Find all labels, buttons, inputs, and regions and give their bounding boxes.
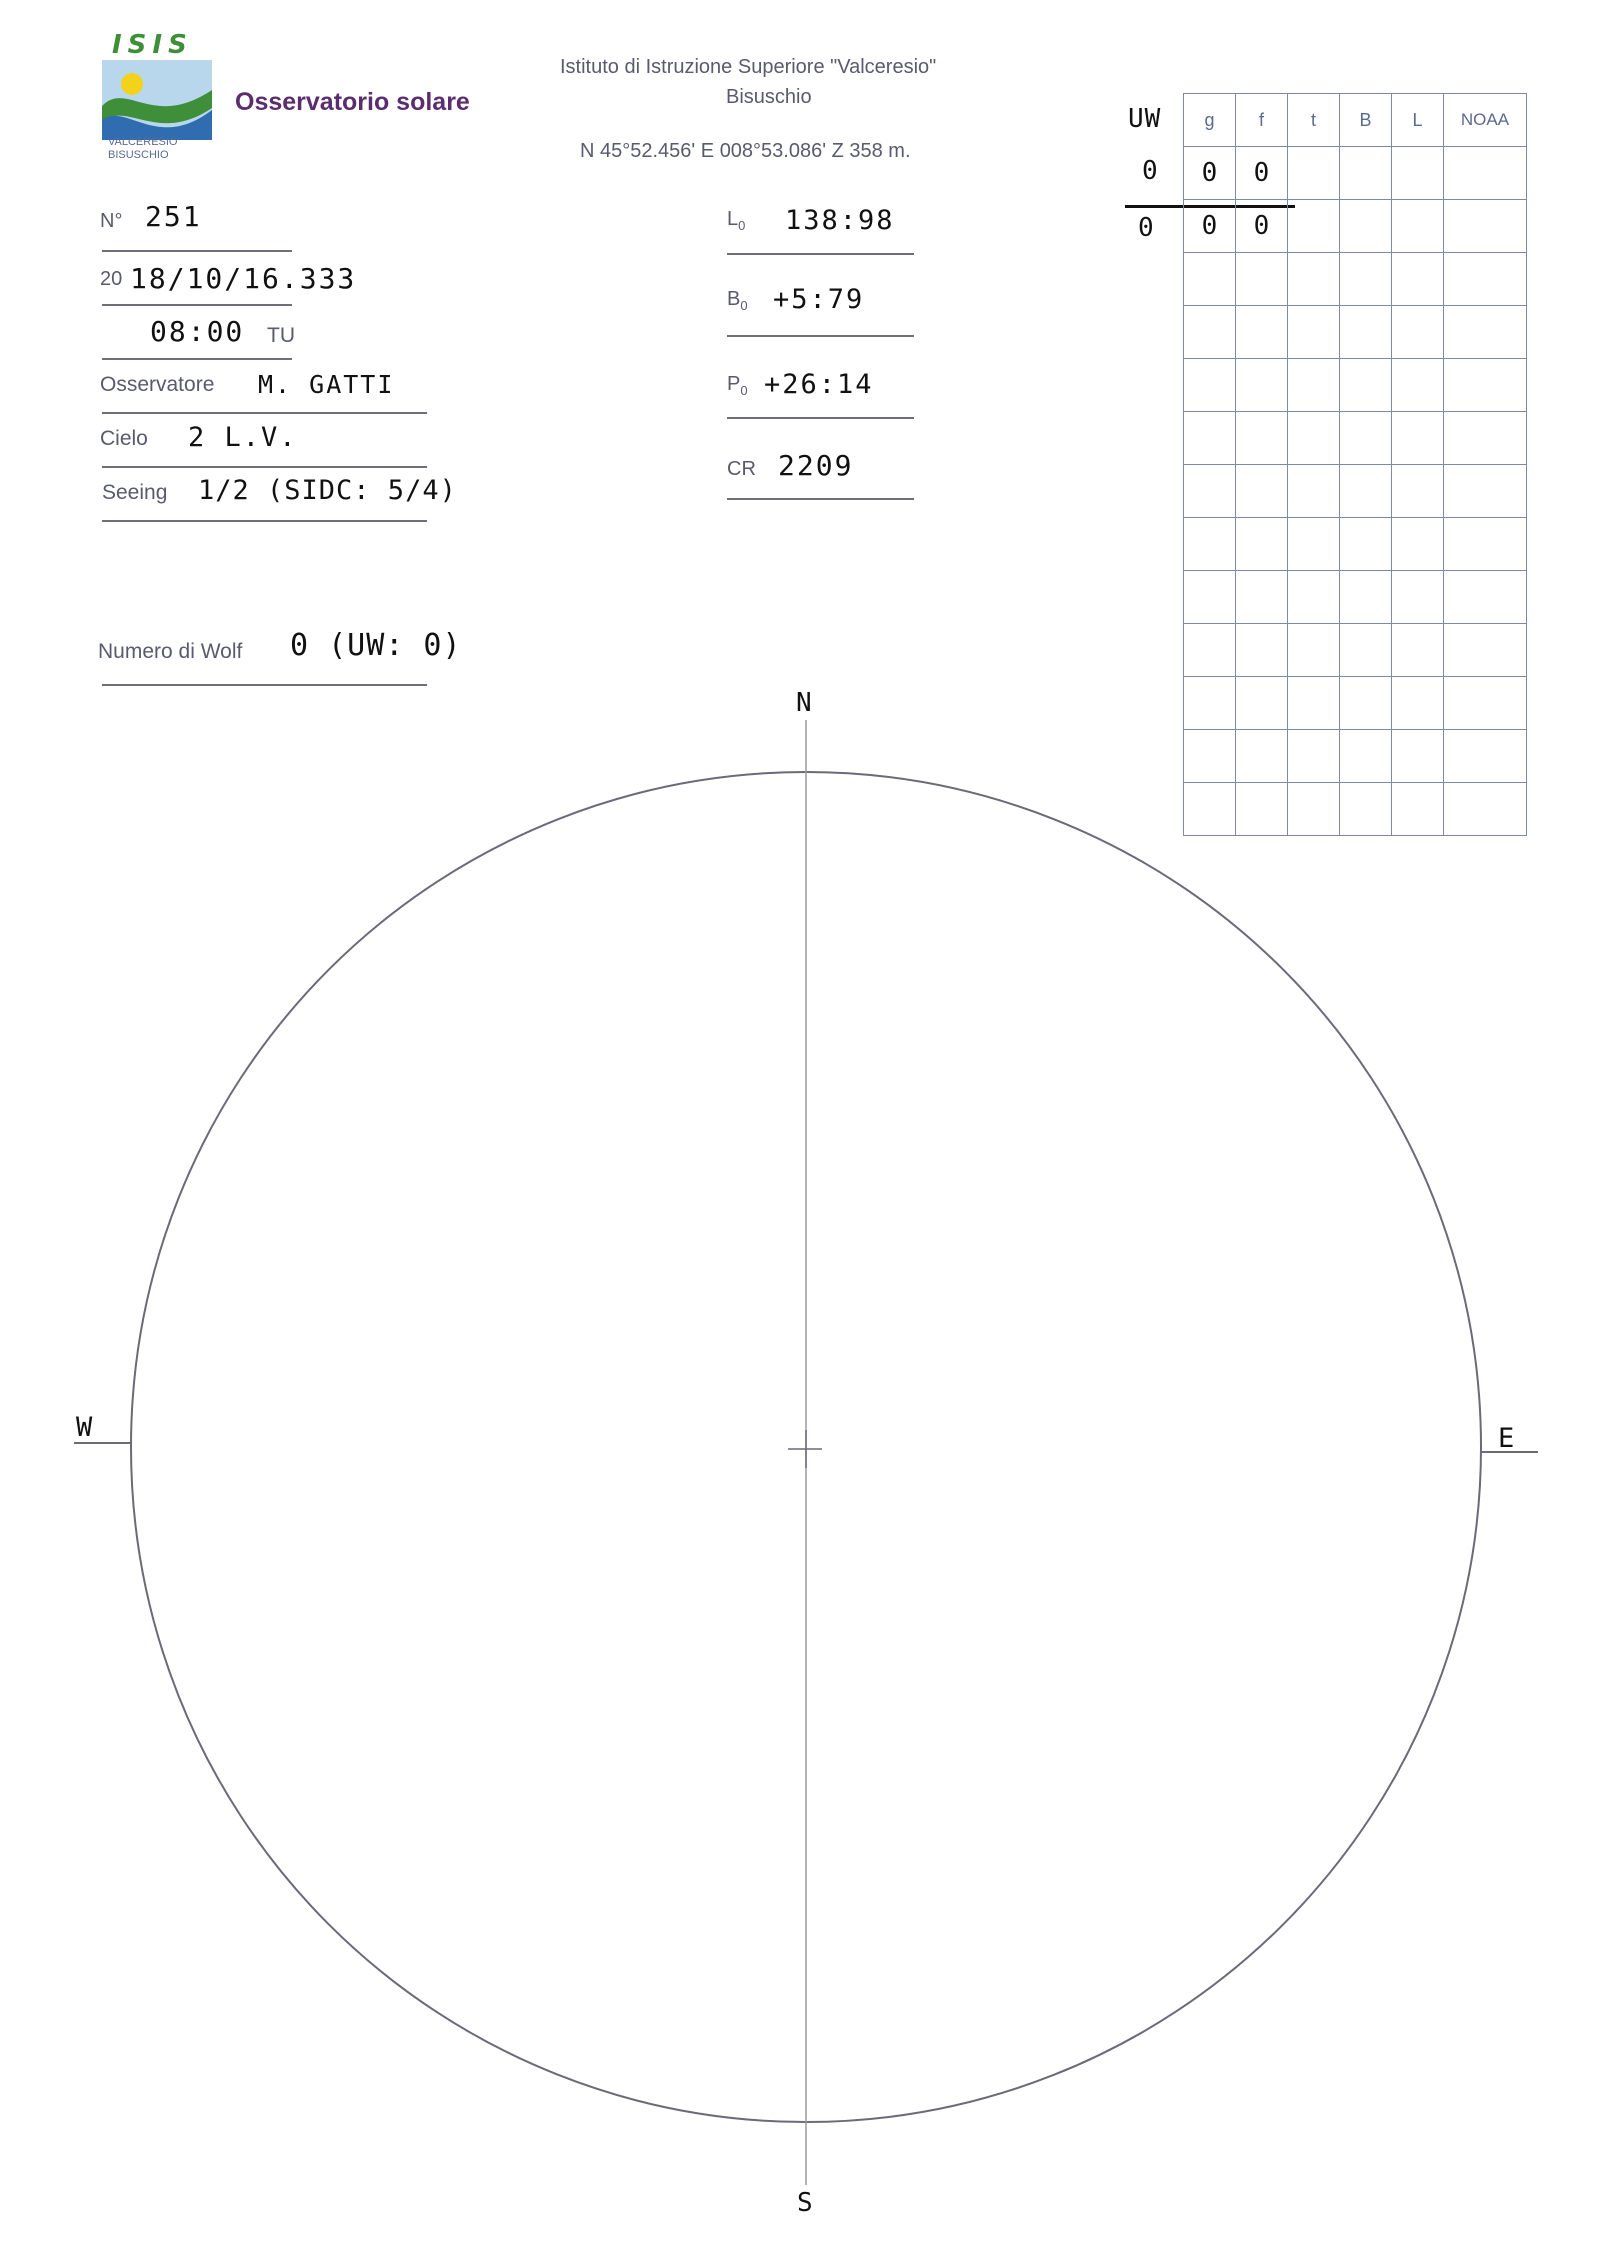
time-unit: TU — [267, 324, 295, 347]
west-label: W — [76, 1412, 95, 1443]
cell-f[interactable]: 0 — [1236, 200, 1288, 253]
cell-f[interactable]: 0 — [1236, 147, 1288, 200]
b0-letter: B — [727, 288, 741, 310]
logo-subtitle-2: BISUSCHIO — [108, 149, 169, 161]
north-label: N — [796, 688, 814, 718]
header-t: t — [1288, 94, 1340, 147]
observer-value: M. GATTI — [258, 370, 395, 399]
uw-row2: 0 — [1138, 213, 1156, 243]
p0-value: +26:14 — [764, 369, 874, 400]
header-noaa: NOAA — [1444, 94, 1527, 147]
uw-row1: 0 — [1142, 156, 1160, 186]
sky-label: Cielo — [100, 427, 148, 450]
logo-subtitle-1: VALCERESIO — [108, 136, 178, 148]
header-b: B — [1340, 94, 1392, 147]
p0-letter: P — [727, 373, 741, 395]
number-label: N° — [100, 210, 123, 232]
observer-label: Osservatore — [100, 373, 215, 396]
b0-value: +5:79 — [773, 284, 865, 315]
cr-value: 2209 — [778, 449, 854, 482]
date-value: 18/10/16.333 — [130, 262, 357, 295]
institute-name: Istituto di Istruzione Superiore "Valceresio" — [560, 56, 937, 78]
wolf-label: Numero di Wolf — [98, 640, 243, 663]
cell-g[interactable]: 0 — [1184, 200, 1236, 253]
sky-value: 2 L.V. — [188, 422, 298, 453]
l0-sub: 0 — [738, 218, 746, 233]
observatory-title: Osservatorio solare — [235, 88, 470, 116]
logo-text: ISIS — [112, 30, 193, 60]
time-value: 08:00 — [150, 315, 245, 348]
wolf-value: 0 (UW: 0) — [290, 628, 462, 663]
cell-g[interactable]: 0 — [1184, 147, 1236, 200]
seeing-value: 1/2 (SIDC: 5/4) — [198, 475, 457, 506]
uw-header: UW — [1128, 104, 1162, 134]
b0-sub: 0 — [740, 298, 748, 313]
header-f: f — [1236, 94, 1288, 147]
cr-label: CR — [727, 458, 756, 480]
l0-value: 138:98 — [785, 205, 895, 236]
header-l: L — [1392, 94, 1444, 147]
header-g: g — [1184, 94, 1236, 147]
date-prefix: 20 — [100, 268, 123, 290]
seeing-label: Seeing — [102, 481, 168, 504]
east-label: E — [1498, 1423, 1517, 1454]
p0-sub: 0 — [740, 383, 748, 398]
number-value: 251 — [145, 200, 202, 233]
l0-letter: L — [727, 208, 739, 230]
coordinates: N 45°52.456' E 008°53.086' Z 358 m. — [580, 140, 911, 162]
institute-town: Bisuschio — [726, 86, 812, 108]
south-label: S — [797, 2188, 815, 2218]
